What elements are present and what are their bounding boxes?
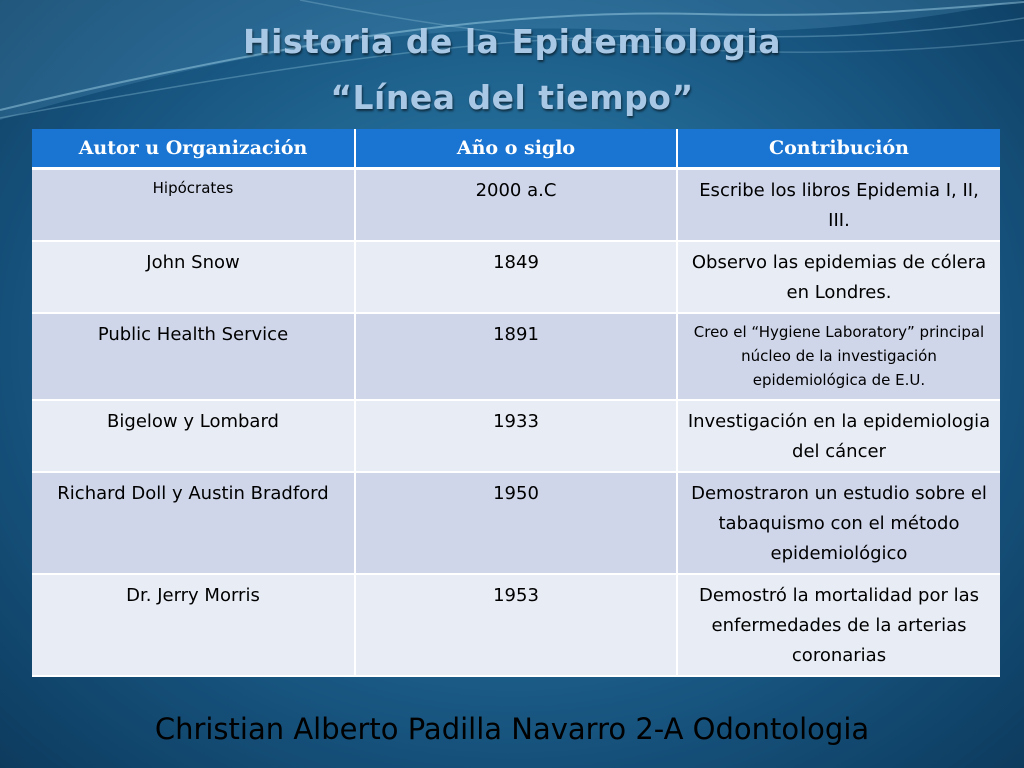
author-cell: Hipócrates <box>32 169 355 242</box>
contribution-cell: Escribe los libros Epidemia I, II, III. <box>677 169 1000 242</box>
table-row <box>32 313 1000 400</box>
author-cell: Bigelow y Lombard <box>32 400 355 472</box>
author-footer: Christian Alberto Padilla Navarro 2-A Odontologia <box>154 712 870 746</box>
year-cell: 1950 <box>355 472 677 574</box>
year-cell: 1849 <box>355 241 677 313</box>
table-row <box>32 472 1000 574</box>
author-cell: Public Health Service <box>32 313 355 400</box>
author-cell: John Snow <box>32 241 355 313</box>
column-header-author: Autor u Organización <box>32 129 355 169</box>
author-cell: Richard Doll y Austin Bradford <box>32 472 355 574</box>
year-cell: 1933 <box>355 400 677 472</box>
timeline-table <box>32 129 1000 677</box>
year-cell: 1891 <box>355 313 677 400</box>
table-row <box>32 169 1000 242</box>
slide-subtitle: “Línea del tiempo” <box>330 78 694 117</box>
year-cell: 2000 a.C <box>355 169 677 242</box>
table-row <box>32 400 1000 472</box>
table-header-row <box>32 129 1000 169</box>
column-header-year: Año o siglo <box>355 129 677 169</box>
table-row <box>32 241 1000 313</box>
table-row <box>32 574 1000 676</box>
contribution-cell: Demostró la mortalidad por las enfermedades de la arterias coronarias <box>677 574 1000 676</box>
contribution-cell: Demostraron un estudio sobre el tabaquismo con el método epidemiológico <box>677 472 1000 574</box>
column-header-contribution: Contribución <box>677 129 1000 169</box>
slide-title: Historia de la Epidemiologia <box>243 22 781 61</box>
decorative-waves <box>0 0 1024 140</box>
contribution-cell: Observo las epidemias de cólera en Londres. <box>677 241 1000 313</box>
contribution-cell: Creo el “Hygiene Laboratory” principal núcleo de la investigación epidemiológica de E.U. <box>677 313 1000 400</box>
year-cell: 1953 <box>355 574 677 676</box>
contribution-cell: Investigación en la epidemiologia del cáncer <box>677 400 1000 472</box>
author-cell: Dr. Jerry Morris <box>32 574 355 676</box>
